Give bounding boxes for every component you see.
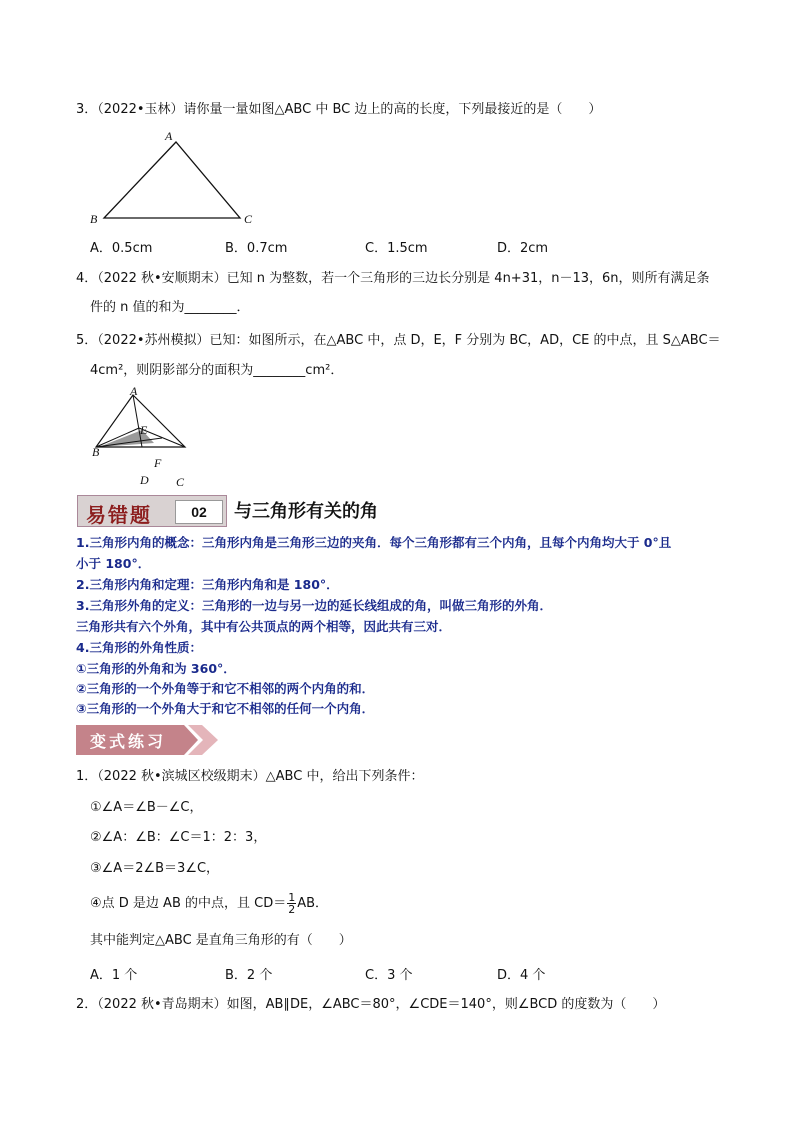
p1-option-b: B．2 个 bbox=[225, 968, 273, 983]
practice-banner-label: 变式练习 bbox=[90, 732, 167, 751]
note-4-item1: ①三角形的外角和为 360°． bbox=[76, 661, 236, 676]
note-3-cont: 三角形共有六个外角，其中有公共顶点的两个相等，因此共有三对． bbox=[76, 619, 452, 634]
note-2: 2.三角形内角和定理：三角形内角和是 180°． bbox=[76, 577, 339, 592]
q4-line2: 件的 n 值的和为________． bbox=[90, 300, 250, 315]
p1-c4-suffix: AB． bbox=[297, 896, 329, 911]
q3-option-a: A．0.5cm bbox=[90, 241, 153, 256]
p1-option-a: A．1 个 bbox=[90, 968, 138, 983]
q4-line1: 4．（2022 秋•安顺期末）已知 n 为整数，若一个三角形的三边长分别是 4n+31，n－13，6n，则所有满足条 bbox=[76, 271, 710, 286]
p1-condition-3: ③∠A＝2∠B＝3∠C， bbox=[90, 861, 220, 876]
q5-label-d: D bbox=[140, 473, 149, 487]
p1-text: 1．（2022 秋•滨城区校级期末）△ABC 中，给出下列条件： bbox=[76, 769, 424, 784]
p1-option-c: C．3 个 bbox=[365, 968, 413, 983]
p1-condition-2: ②∠A：∠B：∠C＝1：2：3， bbox=[90, 830, 267, 845]
section-title: 与三角形有关的角 bbox=[234, 501, 378, 522]
practice-banner bbox=[76, 723, 222, 761]
q5-label-f: F bbox=[154, 456, 162, 470]
q5-label-e: E bbox=[140, 423, 148, 437]
note-4: 4.三角形的外角性质： bbox=[76, 640, 202, 655]
q3-option-d: D．2cm bbox=[497, 241, 549, 256]
p1-option-d: D．4 个 bbox=[497, 968, 546, 983]
q3-label-b: B bbox=[90, 212, 98, 226]
q3-label-c: C bbox=[244, 212, 253, 226]
q5-label-c: C bbox=[176, 475, 185, 489]
p1-condition-4 bbox=[90, 892, 328, 915]
p1-question: 其中能判定△ABC 是直角三角形的有（ ） bbox=[90, 933, 352, 948]
q5-label-b: B bbox=[92, 445, 100, 459]
note-4-item2: ②三角形的一个外角等于和它不相邻的两个内角的和． bbox=[76, 681, 375, 696]
p1-condition-1: ①∠A＝∠B－∠C， bbox=[90, 800, 203, 815]
fraction-one-half bbox=[287, 892, 296, 915]
q3-option-b: B．0.7cm bbox=[225, 241, 288, 256]
note-3: 3.三角形外角的定义：三角形的一边与另一边的延长线组成的角，叫做三角形的外角． bbox=[76, 598, 552, 613]
q5-label-a: A bbox=[130, 384, 138, 398]
badge-number: 02 bbox=[175, 500, 223, 524]
q3-text: 3．（2022•玉林）请你量一量如图△ABC 中 BC 边上的高的长度，下列最接近的是（ ） bbox=[76, 102, 602, 117]
error-topic-badge bbox=[77, 495, 227, 527]
note-1: 1.三角形内角的概念：三角形内角是三角形三边的夹角．每个三角形都有三个内角，且每个内角均大于 0°且 bbox=[76, 535, 672, 550]
note-1-cont: 小于 180°． bbox=[76, 556, 151, 571]
badge-title: 易错题 bbox=[86, 503, 152, 527]
p1-c4-prefix: ④点 D 是边 AB 的中点，且 CD＝ bbox=[90, 896, 287, 911]
q3-option-c: C．1.5cm bbox=[365, 241, 428, 256]
q5-line2: 4cm²，则阴影部分的面积为________cm²． bbox=[90, 363, 344, 378]
fraction-denominator: 2 bbox=[288, 903, 296, 916]
fraction-numerator: 1 bbox=[288, 891, 296, 904]
note-4-item3: ③三角形的一个外角大于和它不相邻的任何一个内角． bbox=[76, 701, 375, 716]
q3-label-a: A bbox=[165, 129, 173, 143]
q3-triangle-figure bbox=[88, 128, 260, 228]
q5-line1: 5．（2022•苏州模拟）已知：如图所示，在△ABC 中，点 D，E，F 分别为 BC，AD，CE 的中点，且 S△ABC＝ bbox=[76, 333, 721, 348]
p2-text: 2．（2022 秋•青岛期末）如图，AB∥DE，∠ABC＝80°，∠CDE＝140°，则∠BCD 的度数为（ ） bbox=[76, 997, 666, 1012]
